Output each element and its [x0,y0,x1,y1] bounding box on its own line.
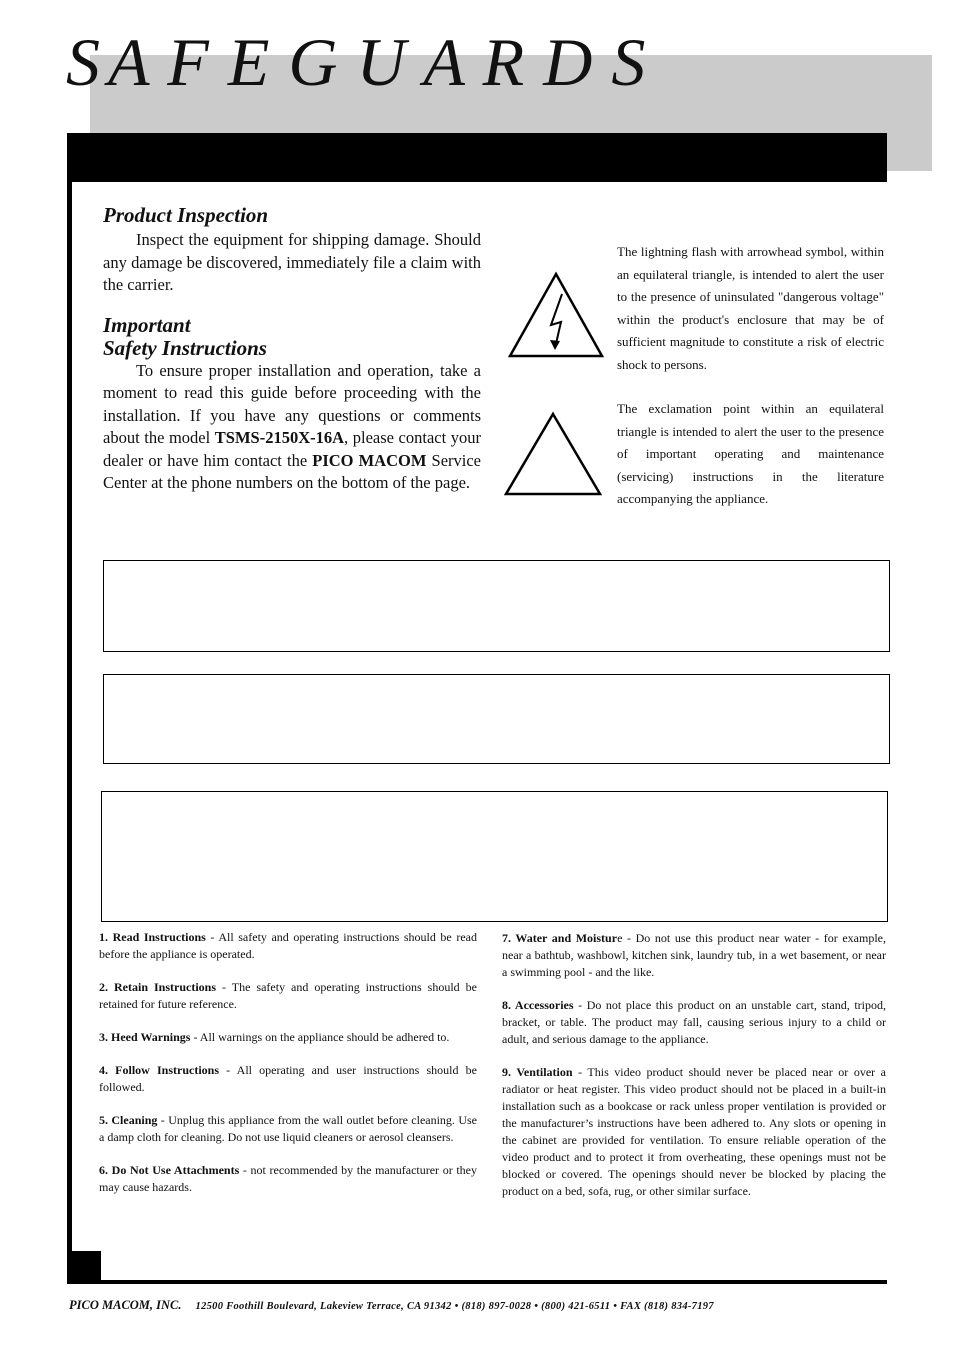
list-item [99,1112,477,1146]
left-margin-rule [67,133,72,1283]
list-item-text: - All operating and user instructions should be followed. [99,1063,477,1094]
list-item-text: - The safety and operating instructions should be retained for future reference. [99,980,477,1011]
list-item-text: - This video product should never be placed near or over a radiator or heat register. This video product should not be placed in a built-in installation such as a bookcase or rack unless proper ventilation is provided or the manufacturer’s instructions have been adhered to. Any slots or opening in the cabinet are provided for ventilation. To ensure reliable operation of the video product and to protect it from overheating, these openings must not be blocked or covered. The openings should never be blocked by placing the product on a bed, sofa, rug, or other similar surface. [502,1065,887,1198]
safeguards-list-left [99,929,477,1212]
page-title: SA F E G U A R D S [66,24,654,100]
model-number: TSMS-2150X-16A [214,428,345,447]
page-footer [69,1296,714,1314]
list-item [502,930,886,981]
list-item-title: 5. Cleaning [99,1113,158,1127]
safeguards-list-right [502,930,886,1216]
lightning-triangle-icon [506,270,606,360]
list-item [99,1029,477,1046]
list-item [502,1064,886,1200]
list-item-text: - Do not place this product on an unstable cart, stand, tripod, bracket, or table. The product may fall, causing serious injury to a child or adult, and serious damage to the appliance. [502,998,886,1046]
list-item-title: 3. Heed Warnings [99,1030,191,1044]
product-inspection-heading: Product Inspection [103,203,269,227]
list-item [99,979,477,1013]
list-item-title: 4. Follow Instructions [99,1063,220,1077]
company-name: PICO MACOM [312,450,427,470]
list-item-text: - All warnings on the appliance should be adhered to. [190,1030,450,1044]
list-item [502,997,886,1048]
footer-company: PICO MACOM, INC. [69,1298,182,1312]
list-item-title: 1. Read Instructions [99,930,206,944]
safety-heading-line2: Safety Instructions [103,335,267,360]
notice-box-1 [103,560,890,652]
safety-instructions-heading [103,314,481,360]
exclamation-symbol-text: The exclamation point within an equilateral triangle is intended to alert the user to the presence of important operating and maintenance (servicing) instructions in the literature accompanying the appliance. [617,401,884,506]
notice-box-3 [101,791,888,922]
footer-address: 12500 Foothill Boulevard, Lakeview Terrace, CA 91342 • (818) 897-0028 • (800) 421-6511 • FAX (818) 834-7197 [195,1301,714,1312]
list-item-text: - not recommended by the manufacturer or they may cause hazards. [99,1163,478,1194]
list-item-title: 8. Accessories [502,998,574,1012]
corner-block [67,1251,101,1283]
list-item-title: 2. Retain Instructions [99,980,216,994]
exclamation-triangle-icon [503,411,603,497]
header-black-bar [67,133,887,182]
safety-heading-line1: Important [103,312,191,337]
safety-instructions-body [103,360,481,495]
list-item-text: - Unplug this appliance from the wall outlet before cleaning. Use a damp cloth for cleaning. Do not use liquid cleaners or aerosol cleansers. [99,1113,477,1144]
list-item-text: e - Do not use this product near water - for example, near a bathtub, washbowl, kitchen sink, laundry tub, in a wet basement, or near a swimming pool - and the like. [502,931,886,979]
bottom-rule [67,1280,887,1284]
safety-body-part1: To ensure proper installation and operation, take a moment to read this guide before proceeding with the installation. If you have any questions or comments about the model [103,360,481,447]
safety-body-part2: , please contact your dealer or have him contact the [103,428,482,470]
product-inspection-body: Inspect the equipment for shipping damage. Should any damage be discovered, immediately file a claim with the carrier. [103,230,481,294]
list-item-title: 6. Do Not Use Attachments [99,1163,240,1177]
lightning-symbol-text: The lightning flash with arrowhead symbol, within an equilateral triangle, is intended to alert the user to the presence of uninsulated "dangerous voltage" within the product's enclosure that may be of sufficient magnitude to constitute a risk of electric shock to persons. [617,244,884,372]
safety-body-part3: Service Center at the phone numbers on the bottom of the page. [103,450,481,492]
list-item-text: - All safety and operating instructions should be read before the appliance is operated. [99,930,477,961]
intro-column [103,204,481,495]
list-item-title: 7. Water and Moistur [502,931,618,945]
notice-box-2 [103,674,890,764]
list-item-title: 9. Ventilation [502,1065,573,1079]
list-item [99,1162,477,1196]
list-item [99,929,477,963]
list-item [99,1062,477,1096]
